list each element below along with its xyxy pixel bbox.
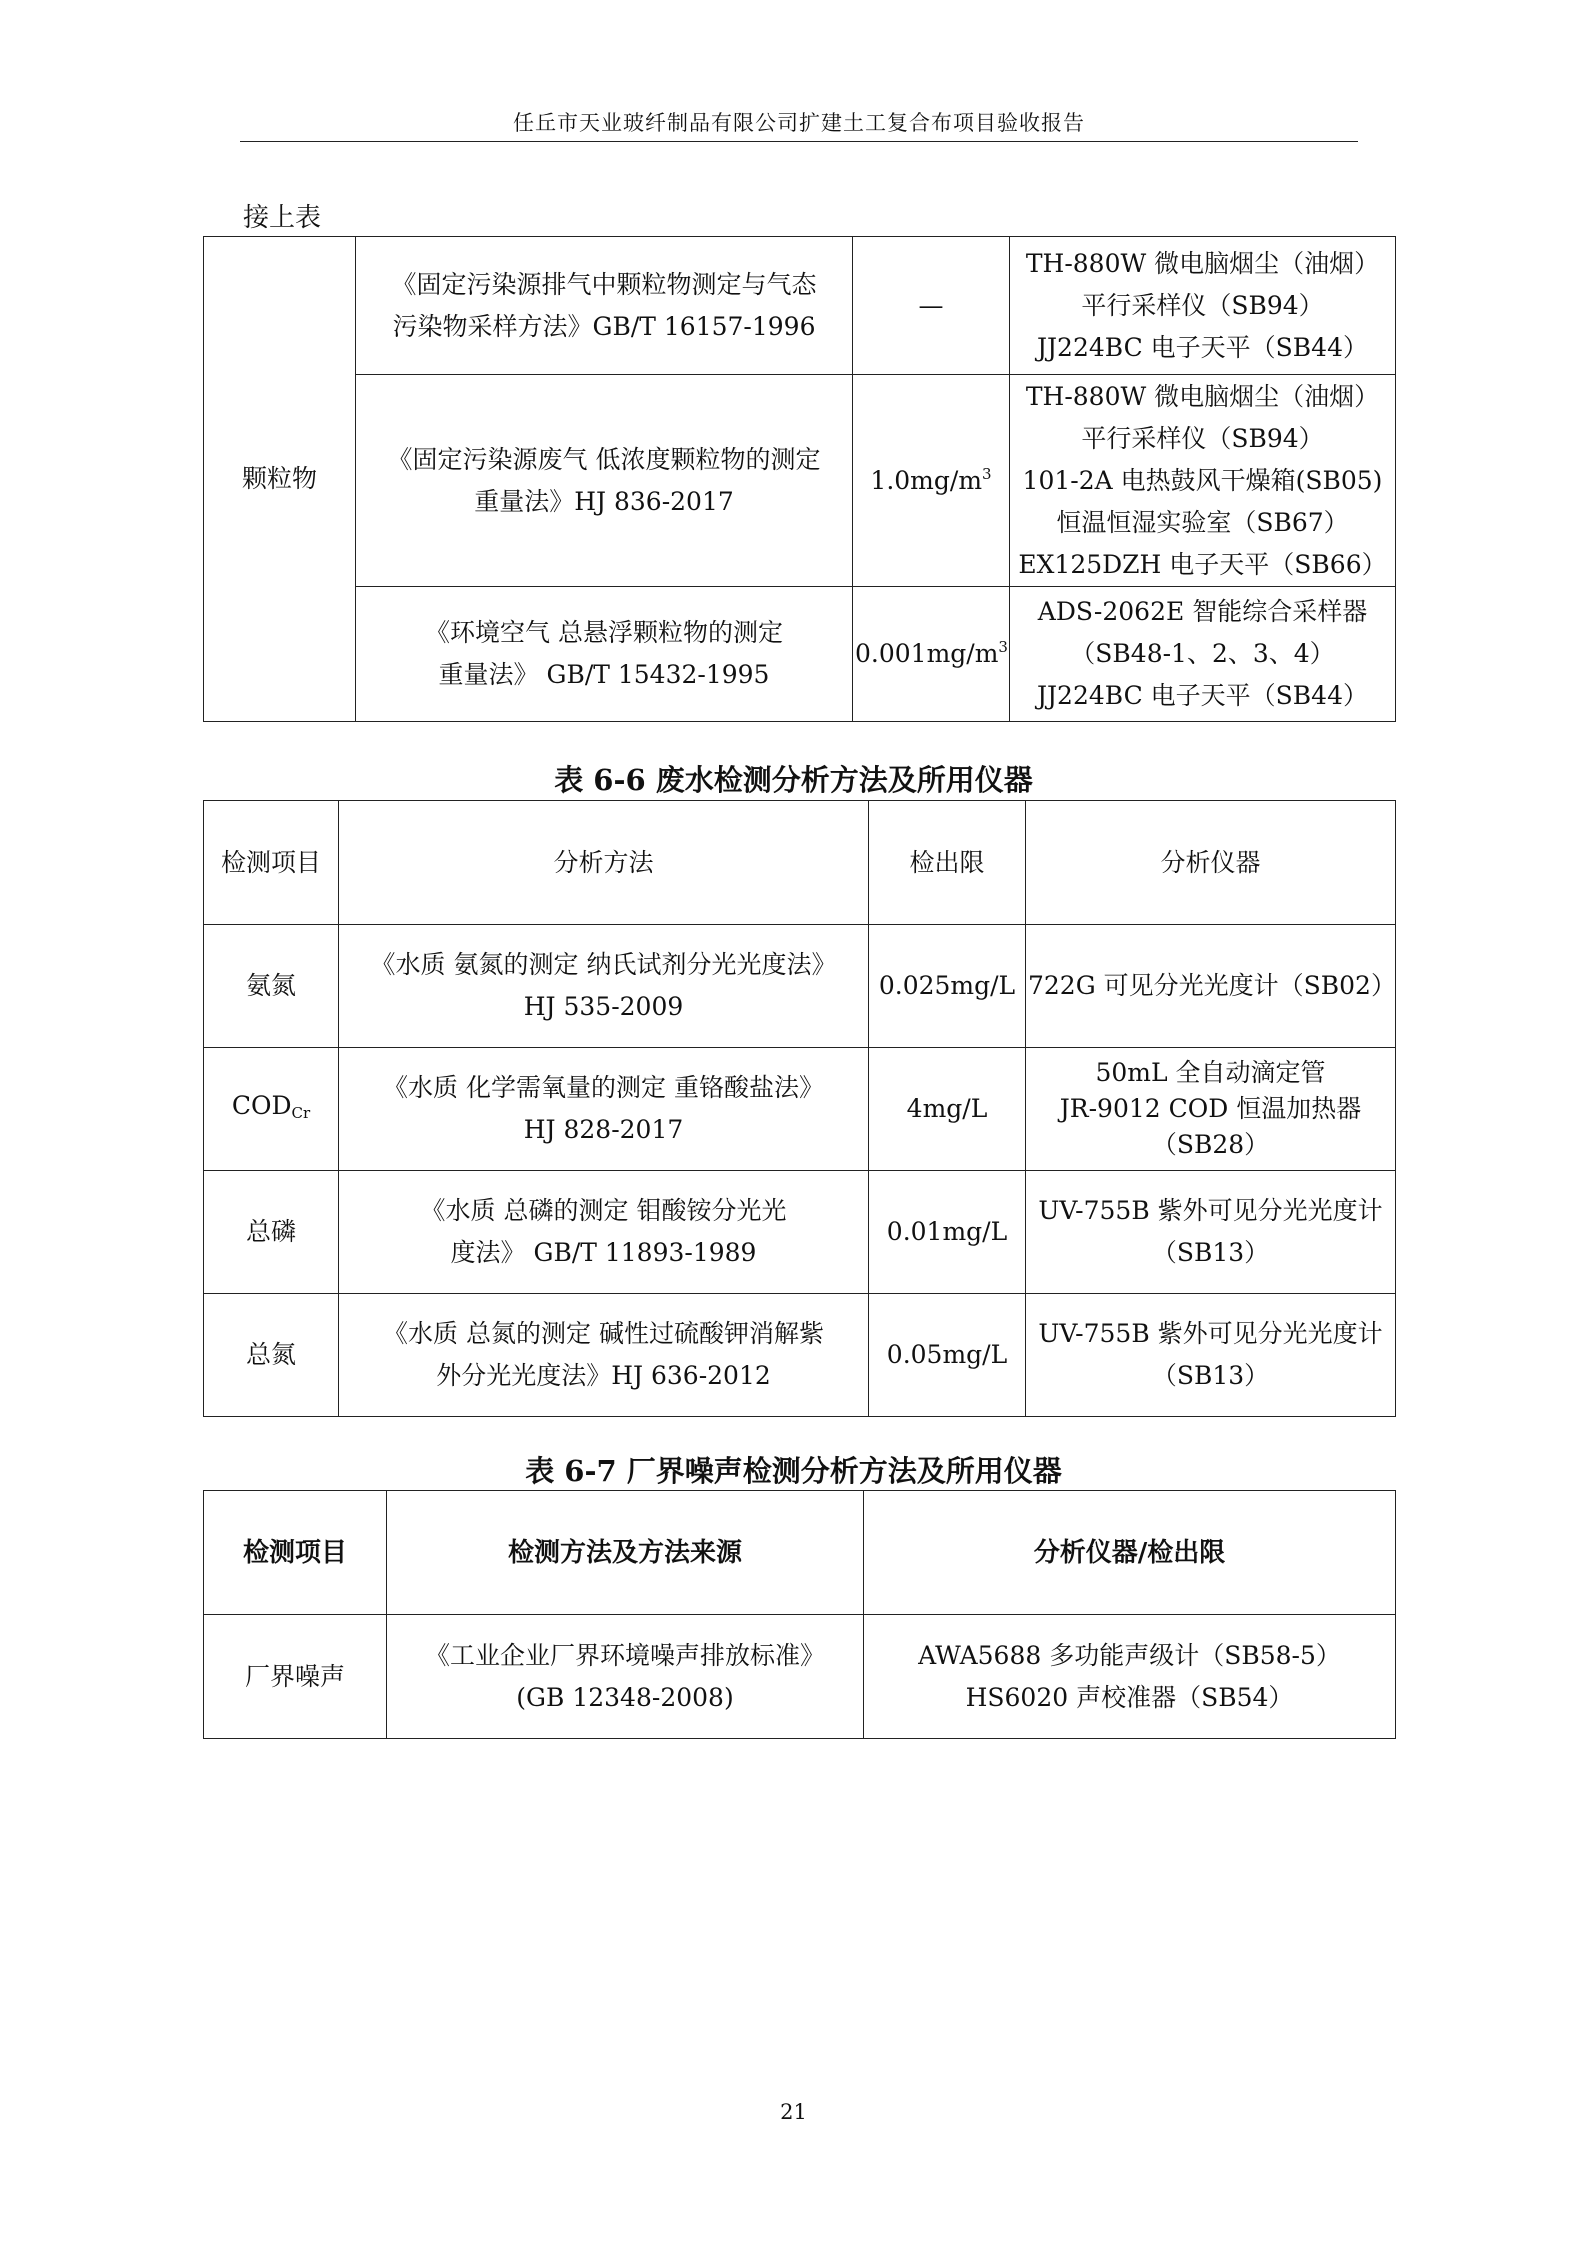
method-cell: 《固定污染源废气 低浓度颗粒物的测定 重量法》HJ 836-2017 [356, 375, 853, 587]
limit-cell: 0.025mg/L [869, 925, 1026, 1048]
table-6-7-caption: 表 6-7 厂界噪声检测分析方法及所用仪器 [525, 1454, 1062, 1488]
header-method: 分析方法 [339, 801, 869, 925]
limit-cell: $1.0mg/m^3$ [853, 375, 1010, 587]
item-cell: 厂界噪声 [204, 1615, 387, 1739]
instrument-cell: TH-880W 微电脑烟尘（油烟） 平行采样仪（SB94） JJ224BC 电子天平（SB44） [1010, 237, 1396, 375]
instrument-cell: ADS-2062E 智能综合采样器 （SB48-1、2、3、4） JJ224BC 电子天平（SB44） [1010, 587, 1396, 722]
instrument-cell: UV-755B 紫外可见分光光度计 （SB13） [1026, 1294, 1396, 1417]
header-item: 检测项目 [204, 1491, 387, 1615]
header-item: 检测项目 [204, 801, 339, 925]
item-cell: 颗粒物 [204, 237, 356, 722]
method-cell: 《水质 化学需氧量的测定 重铬酸盐法》 HJ 828-2017 [339, 1048, 869, 1171]
table-6-6 [203, 800, 1396, 1417]
instrument-cell: UV-755B 紫外可见分光光度计 （SB13） [1026, 1171, 1396, 1294]
header-instrument: 分析仪器 [1026, 801, 1396, 925]
header-instrument: 分析仪器/检出限 [864, 1491, 1396, 1615]
continued-label: 接上表 [243, 203, 322, 233]
page-header: 任丘市天业玻纤制品有限公司扩建土工复合布项目验收报告 [513, 111, 1085, 135]
header-method: 检测方法及方法来源 [387, 1491, 864, 1615]
limit-cell: 0.05mg/L [869, 1294, 1026, 1417]
table-6-6-caption: 表 6-6 废水检测分析方法及所用仪器 [554, 763, 1033, 797]
item-cell: 氨氮 [204, 925, 339, 1048]
instrument-cell: TH-880W 微电脑烟尘（油烟） 平行采样仪（SB94） 101-2A 电热鼓风干燥箱(SB05) 恒温恒湿实验室（SB67） EX125DZH 电子天平（SB66） [1010, 375, 1396, 587]
limit-cell: 4mg/L [869, 1048, 1026, 1171]
method-cell: 《工业企业厂界环境噪声排放标准》 (GB 12348-2008) [387, 1615, 864, 1739]
header-rule [240, 141, 1358, 142]
limit-cell: $0.001mg/m^3$ [853, 587, 1010, 722]
instrument-cell: 722G 可见分光光度计（SB02） [1026, 925, 1396, 1048]
item-cell: 总氮 [204, 1294, 339, 1417]
method-cell: 《固定污染源排气中颗粒物测定与气态 污染物采样方法》GB/T 16157-1996 [356, 237, 853, 375]
limit-cell: — [853, 237, 1010, 375]
method-cell: 《水质 总磷的测定 钼酸铵分光光 度法》 GB/T 11893-1989 [339, 1171, 869, 1294]
header-limit: 检出限 [869, 801, 1026, 925]
limit-cell: 0.01mg/L [869, 1171, 1026, 1294]
table-6-7 [203, 1490, 1396, 1739]
method-cell: 《水质 总氮的测定 碱性过硫酸钾消解紫 外分光光度法》HJ 636-2012 [339, 1294, 869, 1417]
method-cell: 《水质 氨氮的测定 纳氏试剂分光光度法》 HJ 535-2009 [339, 925, 869, 1048]
page-number: 21 [780, 2100, 807, 2124]
continued-table [203, 236, 1396, 722]
instrument-cell: 50mL 全自动滴定管 JR-9012 COD 恒温加热器 （SB28） [1026, 1048, 1396, 1171]
item-cell: $COD_{Cr}$ [204, 1048, 339, 1171]
method-cell: 《环境空气 总悬浮颗粒物的测定 重量法》 GB/T 15432-1995 [356, 587, 853, 722]
instrument-cell: AWA5688 多功能声级计（SB58-5） HS6020 声校准器（SB54） [864, 1615, 1396, 1739]
item-cell: 总磷 [204, 1171, 339, 1294]
